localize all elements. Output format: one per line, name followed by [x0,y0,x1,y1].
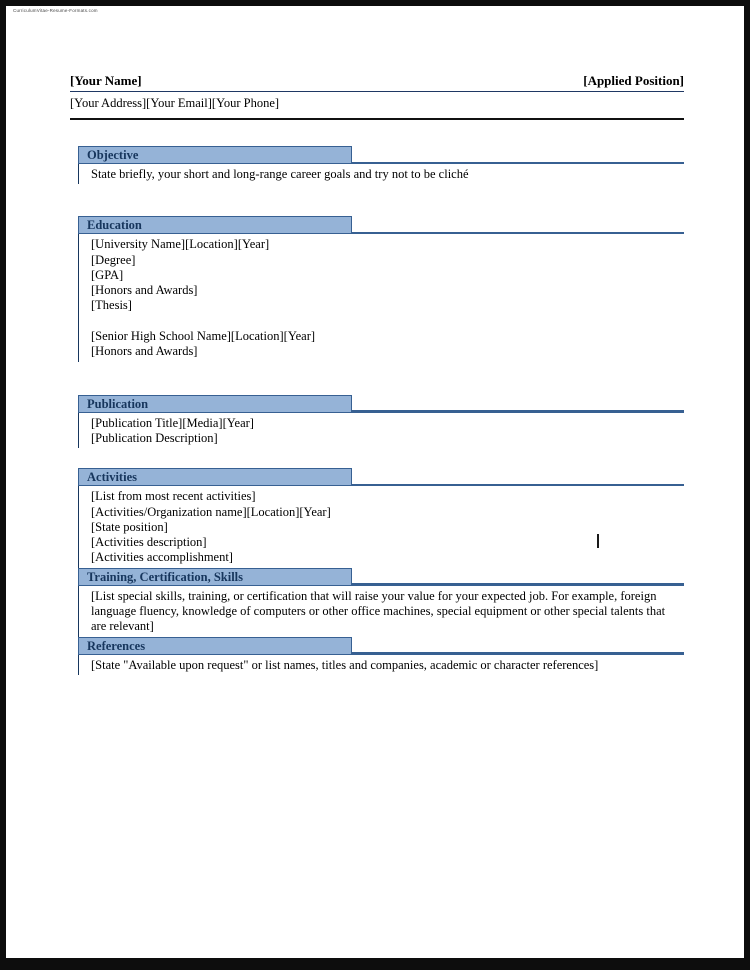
section-references [78,637,684,675]
section-education [78,216,684,361]
section-line[interactable]: [Activities description] [91,535,207,550]
section-header-rule [352,232,684,235]
section-line[interactable]: [University Name][Location][Year] [91,237,270,252]
section-title-bar[interactable]: Objective [78,146,352,164]
section-body [78,655,684,675]
section-line[interactable]: [Thesis] [91,298,132,313]
section-line[interactable]: [Activities/Organization name][Location][Year] [91,504,331,519]
section-header [78,216,684,234]
contact-info-field[interactable]: [Your Address][Your Email][Your Phone] [70,92,684,120]
section-line[interactable]: [Honors and Awards] [91,283,198,298]
section-training-certification-skills [78,568,684,637]
section-line[interactable]: [List special skills, training, or certification that will raise your value for your expected job. For example, foreign language fluency, knowledge of computers or other office machines, special equipment or other special talents that are relevant] [91,588,666,634]
section-header [78,395,684,413]
section-body [78,413,684,449]
section-body [78,164,684,184]
page-content [6,6,744,958]
section-title-bar[interactable]: Training, Certification, Skills [78,568,352,586]
section-line[interactable]: [Degree] [91,252,136,267]
watermark: CurriculumVitae-Resume-Formats.com [13,8,98,13]
section-header-rule [352,484,684,487]
section-header [78,146,684,164]
section-line[interactable]: [List from most recent activities] [91,489,256,504]
section-title-bar[interactable]: Publication [78,395,352,413]
section-line[interactable]: State briefly, your short and long-range career goals and try not to be cliché [91,167,469,181]
section-publication [78,395,684,449]
section-header [78,637,684,655]
resume-header [70,72,684,92]
applied-position-field[interactable]: [Applied Position] [583,73,684,88]
section-line[interactable]: [Activities accomplishment] [91,550,233,565]
section-line[interactable]: [Honors and Awards] [91,344,198,359]
text-caret [597,534,599,548]
section-line[interactable]: [Publication Description] [91,430,218,445]
section-line[interactable]: [Publication Title][Media][Year] [91,415,254,430]
section-body [78,586,684,637]
section-objective [78,146,684,184]
section-line[interactable]: [Senior High School Name][Location][Year] [91,329,316,344]
section-line[interactable]: [GPA] [91,267,124,282]
section-header [78,568,684,586]
section-line[interactable]: [State position] [91,519,168,534]
section-header [78,468,684,486]
section-line[interactable]: [State "Available upon request" or list names, titles and companies, academic or character references] [91,657,599,672]
section-header-rule [352,410,684,413]
section-header-rule [352,162,684,165]
section-title-bar[interactable]: Activities [78,468,352,486]
section-header-rule [352,652,684,655]
your-name-field[interactable]: [Your Name] [70,73,142,88]
section-line-blank[interactable] [91,314,677,329]
section-header-rule [352,583,684,586]
section-body [78,486,684,567]
section-activities [78,468,684,567]
section-title-bar[interactable]: Education [78,216,352,234]
section-body [78,234,684,361]
section-title-bar[interactable]: References [78,637,352,655]
